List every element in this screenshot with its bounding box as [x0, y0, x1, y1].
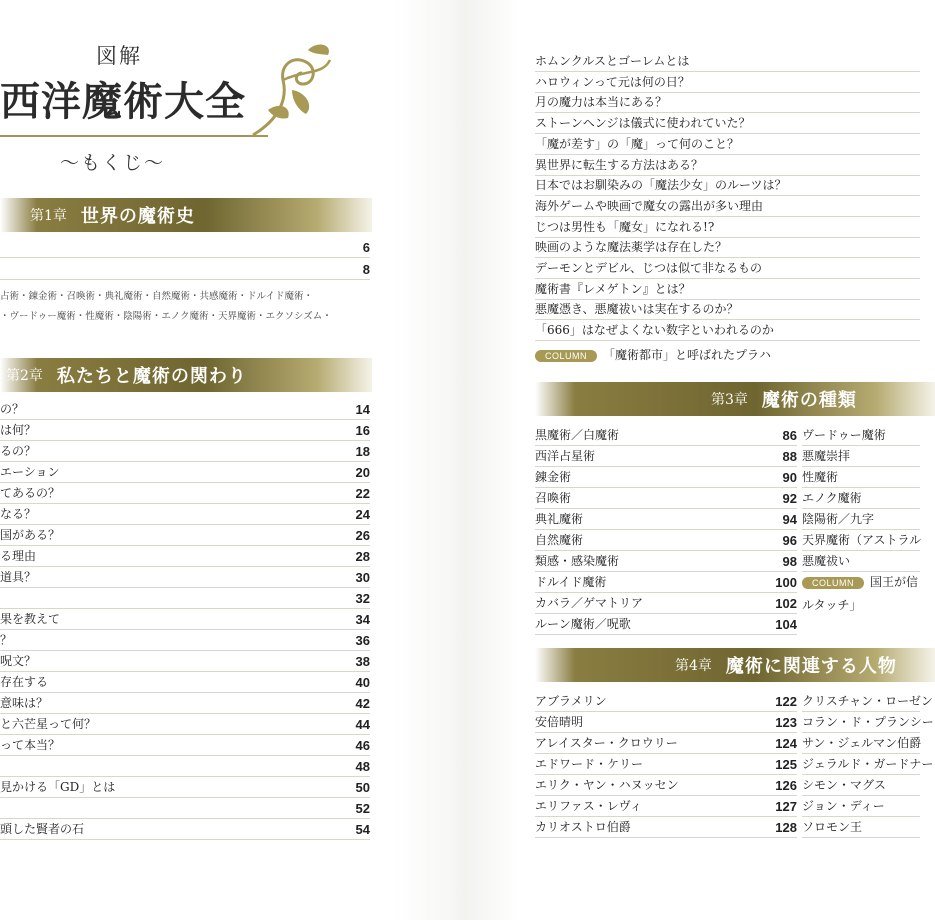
- toc-row-title: アレイスター・クロウリー: [535, 736, 678, 750]
- toc-row-title: 悪魔憑き、悪魔祓いは実在するのか？: [535, 302, 739, 317]
- toc-row[interactable]: [802, 466, 920, 488]
- column-title: 国王が信: [870, 575, 919, 589]
- toc-row[interactable]: [0, 713, 370, 735]
- toc-row-page: 125: [775, 757, 797, 772]
- toc-row-title: ドルイド魔術: [535, 575, 607, 589]
- toc-row-title: アブラメリン: [535, 694, 607, 708]
- toc-row-title: カバラ／ゲマトリア: [535, 596, 644, 610]
- toc-row[interactable]: [0, 566, 370, 588]
- toc-row-page: 34: [355, 612, 370, 627]
- toc-row-title: 呪文？: [0, 654, 37, 668]
- toc-row-page: 124: [775, 736, 797, 751]
- toc-row[interactable]: [0, 692, 370, 714]
- toc-row-title: 陰陽術／九字: [802, 512, 875, 526]
- toc-row[interactable]: [535, 690, 797, 712]
- toc-row-title: 異世界に転生する方法はある？: [535, 157, 704, 172]
- toc-row-page: 102: [775, 596, 797, 611]
- toc-row[interactable]: [535, 216, 920, 238]
- toc-row[interactable]: [0, 587, 370, 609]
- right-page: [520, 0, 934, 920]
- toc-row-title: るの？: [0, 444, 37, 458]
- toc-row-title: ジョン・ディー: [802, 799, 885, 813]
- toc-row[interactable]: [535, 195, 920, 217]
- book-gutter: [395, 0, 520, 920]
- toc-row-page: 122: [775, 694, 797, 709]
- toc-row[interactable]: [535, 133, 920, 155]
- toc-row-title: 典礼魔術: [535, 512, 584, 526]
- toc-row-page: 100: [775, 575, 797, 590]
- toc-row-title: 類感・感染魔術: [535, 554, 620, 568]
- toc-row[interactable]: [535, 466, 797, 488]
- toc-row[interactable]: [0, 461, 370, 483]
- toc-row-title: 安倍晴明: [535, 715, 584, 729]
- toc-row-title: ジェラルド・ガードナー: [802, 757, 934, 771]
- toc-row-title: デーモンとデビル、じつは似て非なるもの: [535, 261, 763, 275]
- toc-row[interactable]: [535, 154, 920, 176]
- toc-row-title: は何？: [0, 423, 37, 437]
- toc-row-title: 召喚術: [535, 491, 572, 505]
- column-badge: COLUMN: [802, 577, 864, 589]
- toc-row-title: カリオストロ伯爵: [535, 820, 631, 834]
- toc-row-page: 30: [355, 570, 370, 585]
- toc-row-title: 魔術書『レメゲトン』とは？: [535, 281, 691, 296]
- toc-row[interactable]: [535, 592, 797, 614]
- chapter-1-note: 占術・錬金術・召喚術・典礼魔術・自然魔術・共感魔術・ドルイド魔術・: [0, 291, 314, 302]
- chapter-4-banner[interactable]: [535, 648, 935, 682]
- toc-row[interactable]: [535, 487, 797, 509]
- toc-row-title: ？: [0, 633, 13, 647]
- title-small: 図解: [96, 44, 142, 68]
- toc-row[interactable]: [535, 613, 797, 635]
- toc-row-title: 国がある？: [0, 528, 61, 542]
- toc-row-page: 104: [775, 617, 797, 632]
- toc-row[interactable]: [802, 774, 920, 796]
- toc-row[interactable]: [0, 629, 370, 651]
- toc-row-page: 94: [782, 512, 797, 527]
- toc-row-page: 96: [782, 533, 797, 548]
- toc-row-page: 98: [782, 554, 797, 569]
- toc-row-title: 自然魔術: [535, 533, 584, 547]
- toc-row[interactable]: [0, 398, 370, 420]
- toc-row[interactable]: [535, 257, 920, 279]
- toc-row[interactable]: [535, 91, 920, 113]
- toc-row[interactable]: [535, 529, 797, 551]
- toc-row-title: 道具？: [0, 570, 37, 584]
- toc-row[interactable]: [535, 711, 797, 733]
- toc-row-title: なる？: [0, 507, 37, 521]
- chapter-name: 魔術の種類: [761, 390, 857, 411]
- chapter-2-banner[interactable]: [0, 358, 372, 392]
- toc-row-title: エリファス・レヴィ: [535, 799, 643, 813]
- toc-row[interactable]: [802, 487, 920, 509]
- column-title: 「魔術都市」と呼ばれたプラハ: [603, 348, 772, 362]
- toc-row-page: 22: [355, 486, 370, 501]
- toc-row-title: 日本ではお馴染みの「魔法少女」のルーツは？: [535, 178, 787, 193]
- toc-row[interactable]: [535, 816, 797, 838]
- toc-row-page: 46: [355, 738, 370, 753]
- toc-row-page: 44: [355, 717, 370, 732]
- chapter-number: 第2章: [6, 368, 43, 384]
- toc-row-page: 50: [355, 780, 370, 795]
- toc-row-page: 26: [355, 528, 370, 543]
- toc-row[interactable]: [0, 797, 370, 819]
- toc-row[interactable]: [802, 508, 920, 530]
- toc-row-title: エーション: [0, 465, 60, 479]
- left-page: [0, 0, 395, 920]
- toc-row-title: の？: [0, 402, 25, 416]
- toc-row-page: 126: [775, 778, 797, 793]
- column-badge: COLUMN: [535, 350, 597, 362]
- toc-row-title: ホムンクルスとゴーレムとは: [535, 54, 690, 68]
- toc-row-page: 92: [782, 491, 797, 506]
- toc-row-title: ヴードゥー魔術: [802, 428, 886, 442]
- toc-row-page: 127: [775, 799, 797, 814]
- toc-row[interactable]: [535, 236, 920, 258]
- toc-row[interactable]: [535, 319, 920, 341]
- toc-row[interactable]: [0, 545, 370, 567]
- toc-row[interactable]: [535, 795, 797, 817]
- toc-row-title: じつは男性も「魔女」になれる!?: [535, 219, 715, 234]
- toc-row[interactable]: [535, 550, 797, 572]
- toc-row-page: 90: [782, 470, 797, 485]
- toc-row-page: 42: [355, 696, 370, 711]
- toc-subtitle: 〜もくじ〜: [60, 152, 166, 174]
- toc-row-title: クリスチャン・ローゼン: [802, 694, 933, 708]
- toc-row-page: 18: [355, 444, 370, 459]
- column-entry[interactable]: [535, 346, 771, 363]
- toc-row-title: エドワード・ケリー: [535, 757, 644, 771]
- toc-row-title: 頭した賢者の石: [0, 822, 85, 836]
- toc-row[interactable]: [802, 529, 920, 551]
- title-underline: [0, 135, 268, 137]
- toc-row-page: 24: [355, 507, 370, 522]
- toc-row[interactable]: [802, 550, 920, 572]
- toc-row[interactable]: [0, 608, 370, 630]
- toc-row[interactable]: [0, 524, 370, 546]
- toc-row[interactable]: [535, 445, 797, 467]
- toc-row[interactable]: [535, 753, 797, 775]
- toc-row-page: 88: [782, 449, 797, 464]
- chapter-number: 第1章: [30, 208, 67, 224]
- toc-row-title: 悪魔祓い: [802, 554, 851, 568]
- toc-row-title: 見かける「GD」とは: [0, 780, 116, 794]
- toc-row-title: 「666」はなぜよくない数字といわれるのか: [535, 323, 774, 338]
- toc-row[interactable]: [802, 711, 934, 733]
- toc-row-title: ハロウィンって元は何の日？: [535, 74, 690, 89]
- toc-row-title: コラン・ド・プランシー: [802, 715, 934, 729]
- chapter-name: 私たちと魔術の関わり: [56, 366, 247, 387]
- toc-row[interactable]: [0, 671, 370, 693]
- toc-row-page: 48: [355, 759, 370, 774]
- toc-row[interactable]: [535, 50, 920, 72]
- column-title-cont: ルタッチ」: [802, 598, 862, 612]
- toc-row-title: 西洋占星術: [535, 449, 596, 463]
- toc-row-page: 40: [355, 675, 370, 690]
- toc-row[interactable]: [0, 440, 370, 462]
- toc-row[interactable]: [802, 732, 920, 754]
- toc-row[interactable]: [0, 503, 370, 525]
- flourish-ornament-icon: [248, 40, 338, 140]
- chapter-number: 第4章: [675, 658, 712, 674]
- toc-row-page: 32: [355, 591, 370, 606]
- toc-row-page: 123: [775, 715, 797, 730]
- toc-row[interactable]: [0, 734, 370, 756]
- toc-row[interactable]: [802, 753, 934, 775]
- toc-row-page: 54: [355, 822, 370, 837]
- toc-row[interactable]: [535, 571, 797, 593]
- column-entry[interactable]: [802, 573, 918, 590]
- toc-row-title: ストーンヘンジは儀式に使われていた？: [535, 116, 751, 131]
- toc-row-title: って本当？: [0, 738, 61, 752]
- toc-row[interactable]: [802, 795, 920, 817]
- toc-row-page: 52: [355, 801, 370, 816]
- toc-row-title: シモン・マグス: [802, 778, 886, 792]
- toc-row-title: 性魔術: [802, 470, 839, 484]
- toc-row-title: る理由: [0, 549, 37, 563]
- toc-row[interactable]: [0, 776, 370, 798]
- toc-row-title: 悪魔崇拝: [802, 449, 851, 463]
- toc-row-title: と六芒星って何？: [0, 717, 97, 731]
- toc-row-title: 意味は？: [0, 696, 49, 710]
- toc-row[interactable]: [0, 818, 370, 840]
- toc-row[interactable]: 8: [0, 258, 370, 280]
- toc-row-title: エリク・ヤン・ハヌッセン: [535, 778, 679, 792]
- toc-row[interactable]: [535, 732, 797, 754]
- toc-row[interactable]: [802, 816, 920, 838]
- toc-row-title: 海外ゲームや映画で魔女の露出が多い理由: [535, 198, 764, 213]
- toc-row[interactable]: [802, 424, 920, 446]
- toc-row-page: 38: [355, 654, 370, 669]
- toc-row-title: ルーン魔術／呪歌: [535, 617, 631, 631]
- toc-row-title: 映画のような魔法薬学は存在した？: [535, 240, 728, 255]
- toc-row[interactable]: [535, 508, 797, 530]
- chapter-number: 第3章: [711, 392, 748, 408]
- toc-row[interactable]: [535, 71, 920, 93]
- toc-row-title: 黒魔術／白魔術: [535, 428, 620, 442]
- toc-row[interactable]: [0, 755, 370, 777]
- toc-row-page: 20: [355, 465, 370, 480]
- toc-row-title: 「魔が差す」の「魔」って何のこと？: [535, 136, 740, 151]
- toc-row[interactable]: [535, 112, 920, 134]
- chapter-3-banner[interactable]: [535, 382, 935, 416]
- chapter-name: 世界の魔術史: [80, 206, 195, 227]
- toc-row[interactable]: [535, 278, 920, 300]
- toc-row[interactable]: [535, 174, 920, 196]
- toc-row-title: 天界魔術（アストラル: [802, 533, 922, 547]
- toc-row[interactable]: [535, 298, 920, 320]
- chapter-1-note: ・ヴードゥー魔術・性魔術・陰陽術・エノク魔術・天界魔術・エクソシズム・: [0, 311, 332, 322]
- toc-row[interactable]: [802, 690, 933, 712]
- toc-row[interactable]: [535, 774, 797, 796]
- toc-row-title: サン・ジェルマン伯爵: [802, 736, 922, 750]
- toc-row-title: 果を教えて: [0, 612, 61, 626]
- toc-row-page: 16: [355, 423, 370, 438]
- toc-row-page: 86: [782, 428, 797, 443]
- toc-row-page: 28: [355, 549, 370, 564]
- chapter-name: 魔術に関連する人物: [725, 656, 897, 677]
- toc-row[interactable]: [802, 445, 920, 467]
- toc-row-page: 14: [355, 402, 370, 417]
- toc-row-title: エノク魔術: [802, 491, 862, 505]
- chapter-1-banner[interactable]: [0, 198, 372, 232]
- book-title: 西洋魔術大全: [0, 78, 246, 125]
- toc-row-title: 月の魔力は本当にある？: [535, 95, 668, 110]
- toc-row[interactable]: 6: [0, 236, 370, 258]
- toc-row[interactable]: [0, 482, 370, 504]
- toc-row-title: ソロモン王: [802, 820, 863, 834]
- toc-row-title: てあるの？: [0, 486, 61, 500]
- toc-row-page: 128: [775, 820, 797, 835]
- toc-row[interactable]: [0, 419, 370, 441]
- toc-row-title: 錬金術: [535, 470, 572, 484]
- toc-row[interactable]: [0, 650, 370, 672]
- toc-row[interactable]: [535, 424, 797, 446]
- toc-row-page: 36: [355, 633, 370, 648]
- toc-row-title: 存在する: [0, 675, 49, 689]
